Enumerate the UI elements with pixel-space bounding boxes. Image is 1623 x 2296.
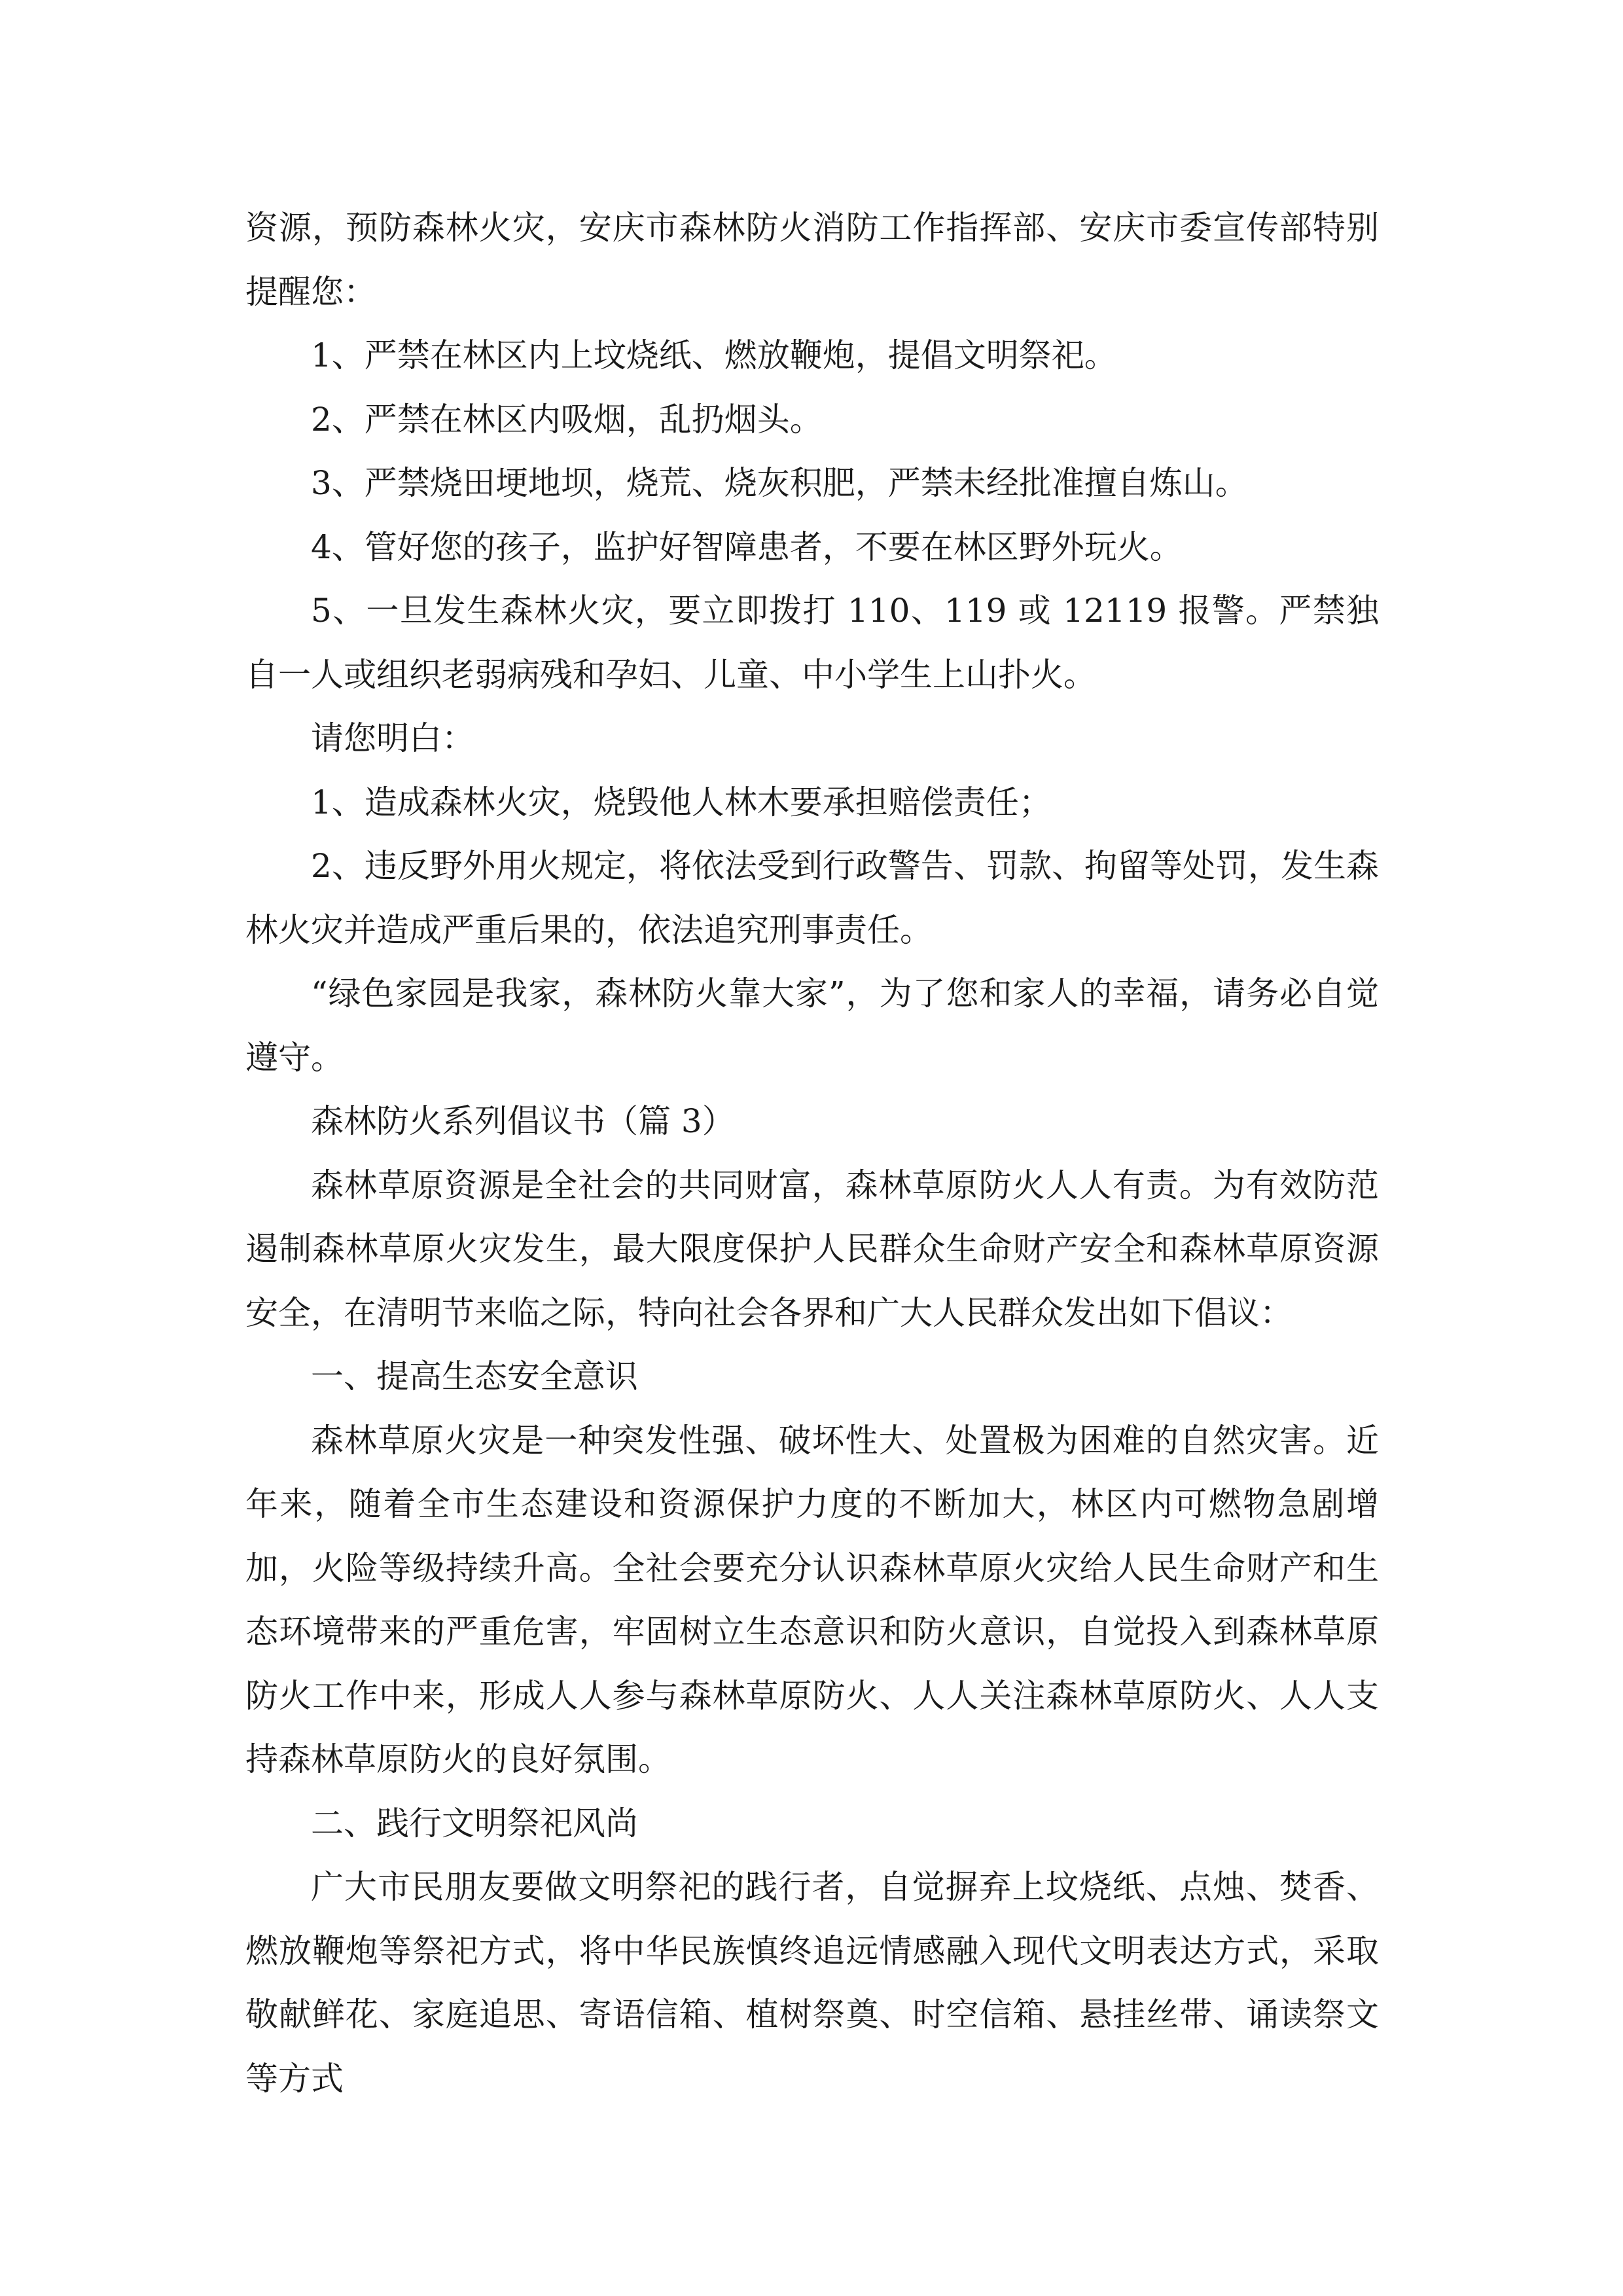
document-body [245, 196, 1379, 2111]
rule-item-1: 1、严禁在林区内上坟烧纸、燃放鞭炮，提倡文明祭祀。 [311, 336, 1117, 374]
section-title: 森林防火系列倡议书（篇 3） [311, 1102, 735, 1140]
notice-item-2: 2、违反野外用火规定，将依法受到行政警告、罚款、拘留等处罚，发生森林火灾并造成严重后果的，依法追究刑事责任。 [245, 847, 1379, 949]
rule-item-4: 4、管好您的孩子，监护好智障患者，不要在林区野外玩火。 [311, 528, 1183, 566]
body-paragraph-two: 广大市民朋友要做文明祭祀的践行者，自觉摒弃上坟烧纸、点烛、焚香、燃放鞭炮等祭祀方式，将中华民族慎终追远情感融入现代文明表达方式，采取敬献鲜花、家庭追思、寄语信箱、植树祭奠、时空信箱、悬挂丝带、诵读祭文等方式 [245, 1868, 1379, 2098]
slogan-paragraph: “绿色家园是我家，森林防火靠大家”，为了您和家人的幸福，请务必自觉遵守。 [245, 975, 1379, 1077]
notice-item-1: 1、造成森林火灾，烧毁他人林木要承担赔偿责任； [311, 783, 1052, 821]
notice-heading: 请您明白： [311, 719, 474, 757]
rule-item-5: 5、一旦发生森林火灾，要立即拨打 110、119 或 12119 报警。严禁独自一人或组织老弱病残和孕妇、儿童、中小学生上山扑火。 [245, 592, 1379, 694]
intro-paragraph: 森林草原资源是全社会的共同财富，森林草原防火人人有责。为有效防范遏制森林草原火灾发生，最大限度保护人民群众生命财产安全和森林草原资源安全，在清明节来临之际，特向社会各界和广大人民群众发出如下倡议： [245, 1166, 1379, 1332]
body-paragraph-one: 森林草原火灾是一种突发性强、破坏性大、处置极为困难的自然灾害。近年来，随着全市生态建设和资源保护力度的不断加大，林区内可燃物急剧增加，火险等级持续升高。全社会要充分认识森林草原火灾给人民生命财产和生态环境带来的严重危害，牢固树立生态意识和防火意识，自觉投入到森林草原防火工作中来，形成人人参与森林草原防火、人人关注森林草原防火、人人支持森林草原防火的良好氛围。 [245, 1421, 1379, 1778]
heading-two: 二、践行文明祭祀风尚 [311, 1804, 638, 1842]
rule-item-3: 3、严禁烧田埂地坝，烧荒、烧灰积肥，严禁未经批准擅自炼山。 [311, 464, 1248, 502]
heading-one: 一、提高生态安全意识 [311, 1357, 638, 1395]
paragraph-continuation: 资源，预防森林火灾，安庆市森林防火消防工作指挥部、安庆市委宣传部特别提醒您： [245, 209, 1379, 311]
rule-item-2: 2、严禁在林区内吸烟，乱扔烟头。 [311, 400, 823, 439]
